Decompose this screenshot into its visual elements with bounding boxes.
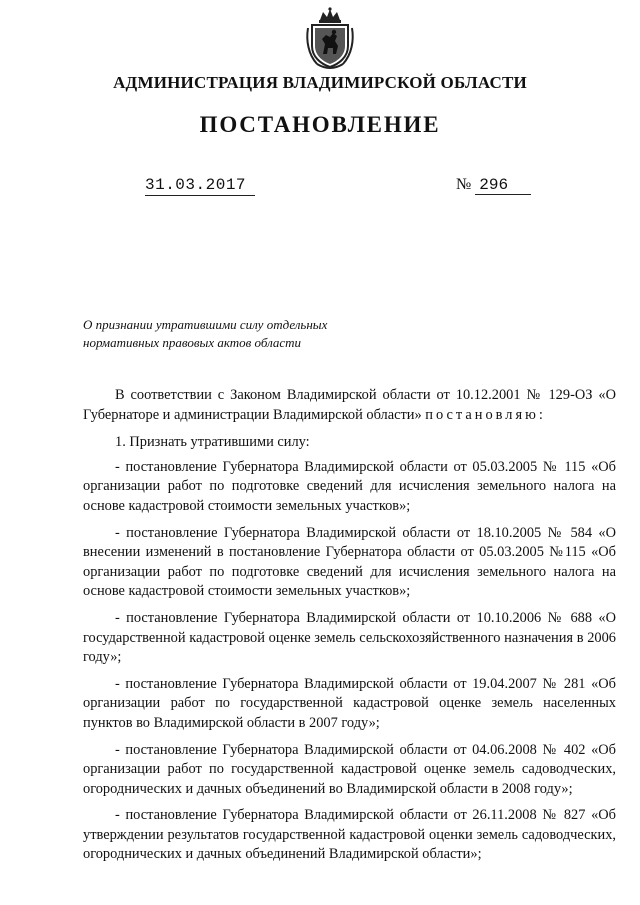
vladimir-region-coat-of-arms-icon	[303, 6, 357, 70]
repealed-act-item: - постановление Губернатора Владимирской области от 10.10.2006 № 688 «О государственной кадастровой оценке земель сельскохозяйственного назначения в 2006 году»;	[83, 609, 616, 666]
repealed-act-item: - постановление Губернатора Владимирской области от 05.03.2005 № 115 «Об организации работ по подготовке сведений для исчисления земельного налога на основе кадастровой стоимости земельных участков»;	[83, 458, 616, 514]
subject-line: нормативных правовых актов области	[83, 335, 302, 350]
document-body	[83, 386, 616, 872]
document-subject	[83, 316, 363, 352]
point-heading: 1. Признать утратившими силу:	[115, 434, 310, 451]
subject-line: О признании утратившими силу отдельных	[83, 317, 328, 332]
document-number: 296	[475, 176, 531, 195]
preamble-paragraph	[83, 386, 616, 425]
repealed-act-item: - постановление Губернатора Владимирской области от 04.06.2008 № 402 «Об организации работ по государственной кадастровой оценке земель садоводческих, огороднических и дачных объединений во Владимирской области в 2008 году»;	[83, 741, 616, 797]
repealed-act-item: - постановление Губернатора Владимирской области от 19.04.2007 № 281 «Об организации работ по государственной кадастровой оценке земель населенных пунктов во Владимирской области в 2007 году»;	[83, 675, 616, 731]
number-sign: №	[456, 176, 472, 193]
preamble-text: В соответствии с Законом Владимирской области от 10.12.2001 № 129-ОЗ «О Губернаторе и администрации Владимирской области»	[83, 387, 616, 423]
organization-title: АДМИНИСТРАЦИЯ ВЛАДИМИРСКОЙ ОБЛАСТИ	[113, 73, 527, 92]
repealed-act-item: - постановление Губернатора Владимирской области от 26.11.2008 № 827 «Об утверждении результатов государственной кадастровой оценки земель садоводческих, огороднических и дачных объединений Владимирской области»;	[83, 807, 616, 863]
resolution-word: постановляю:	[425, 406, 546, 423]
document-date: 31.03.2017	[145, 176, 255, 196]
document-number-field	[456, 176, 531, 195]
repealed-act-item: - постановление Губернатора Владимирской области от 18.10.2005 № 584 «О внесении изменений в постановление Губернатора области от 05.03.2005 №115 «Об организации работ по подготовке сведений для исчисления земельного налога на основе кадастровой стоимости земельных участков»;	[83, 524, 616, 600]
document-type-title: ПОСТАНОВЛЕНИЕ	[199, 112, 441, 137]
